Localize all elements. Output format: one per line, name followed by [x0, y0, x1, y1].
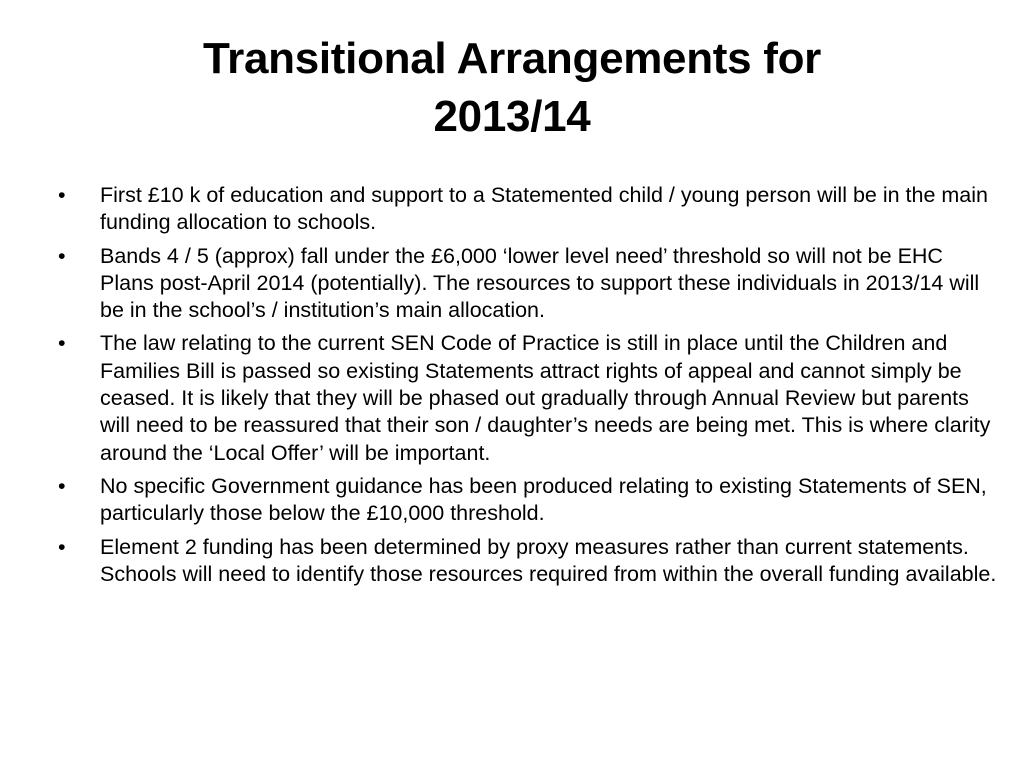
bullet-dot-icon: • — [58, 534, 66, 559]
slide-title — [100, 30, 924, 146]
bullet-item-1 — [58, 182, 998, 237]
bullet-text-5: Element 2 funding has been determined by proxy measures rather than current statements. Schools will need to identify those resources required from within the overall funding available. — [100, 534, 997, 586]
slide-title-line-1: Transitional Arrangements for — [202, 34, 822, 83]
bullet-text-1: First £10 k of education and support to a Statemented child / young person will be in the main funding allocation to schools. — [100, 183, 988, 235]
bullet-dot-icon: • — [58, 473, 66, 498]
bullet-dot-icon: • — [58, 243, 66, 268]
bullet-list — [58, 182, 998, 594]
bullet-text-3: The law relating to the current SEN Code of Practice is still in place until the Children and Families Bill is passed so existing Statements attract rights of appeal and cannot simply be ceased. It is likely that they will be phased out gradually through Annual Review but parents will need to be reassured that their son / daughter’s needs are being met. This is where clarity around the ‘Local Offer’ will be important. — [100, 331, 991, 465]
bullet-dot-icon: • — [58, 183, 66, 207]
bullet-item-2 — [58, 243, 998, 325]
bullet-dot-icon: • — [58, 331, 66, 356]
bullet-text-2: Bands 4 / 5 (approx) fall under the £6,000 ‘lower level need’ threshold so will not be EHC Plans post-April 2014 (potentially). The resources to support these individuals in 2013/14 will be in the school’s / institution’s main allocation. — [100, 243, 980, 323]
bullet-text-4: No specific Government guidance has been produced relating to existing Statements of SEN, particularly those below the £10,000 threshold. — [100, 473, 987, 526]
slide-title-line-2: 2013/14 — [433, 92, 591, 141]
bullet-item-5 — [58, 534, 998, 589]
bullet-item-3 — [58, 330, 998, 466]
bullet-item-4 — [58, 473, 998, 528]
